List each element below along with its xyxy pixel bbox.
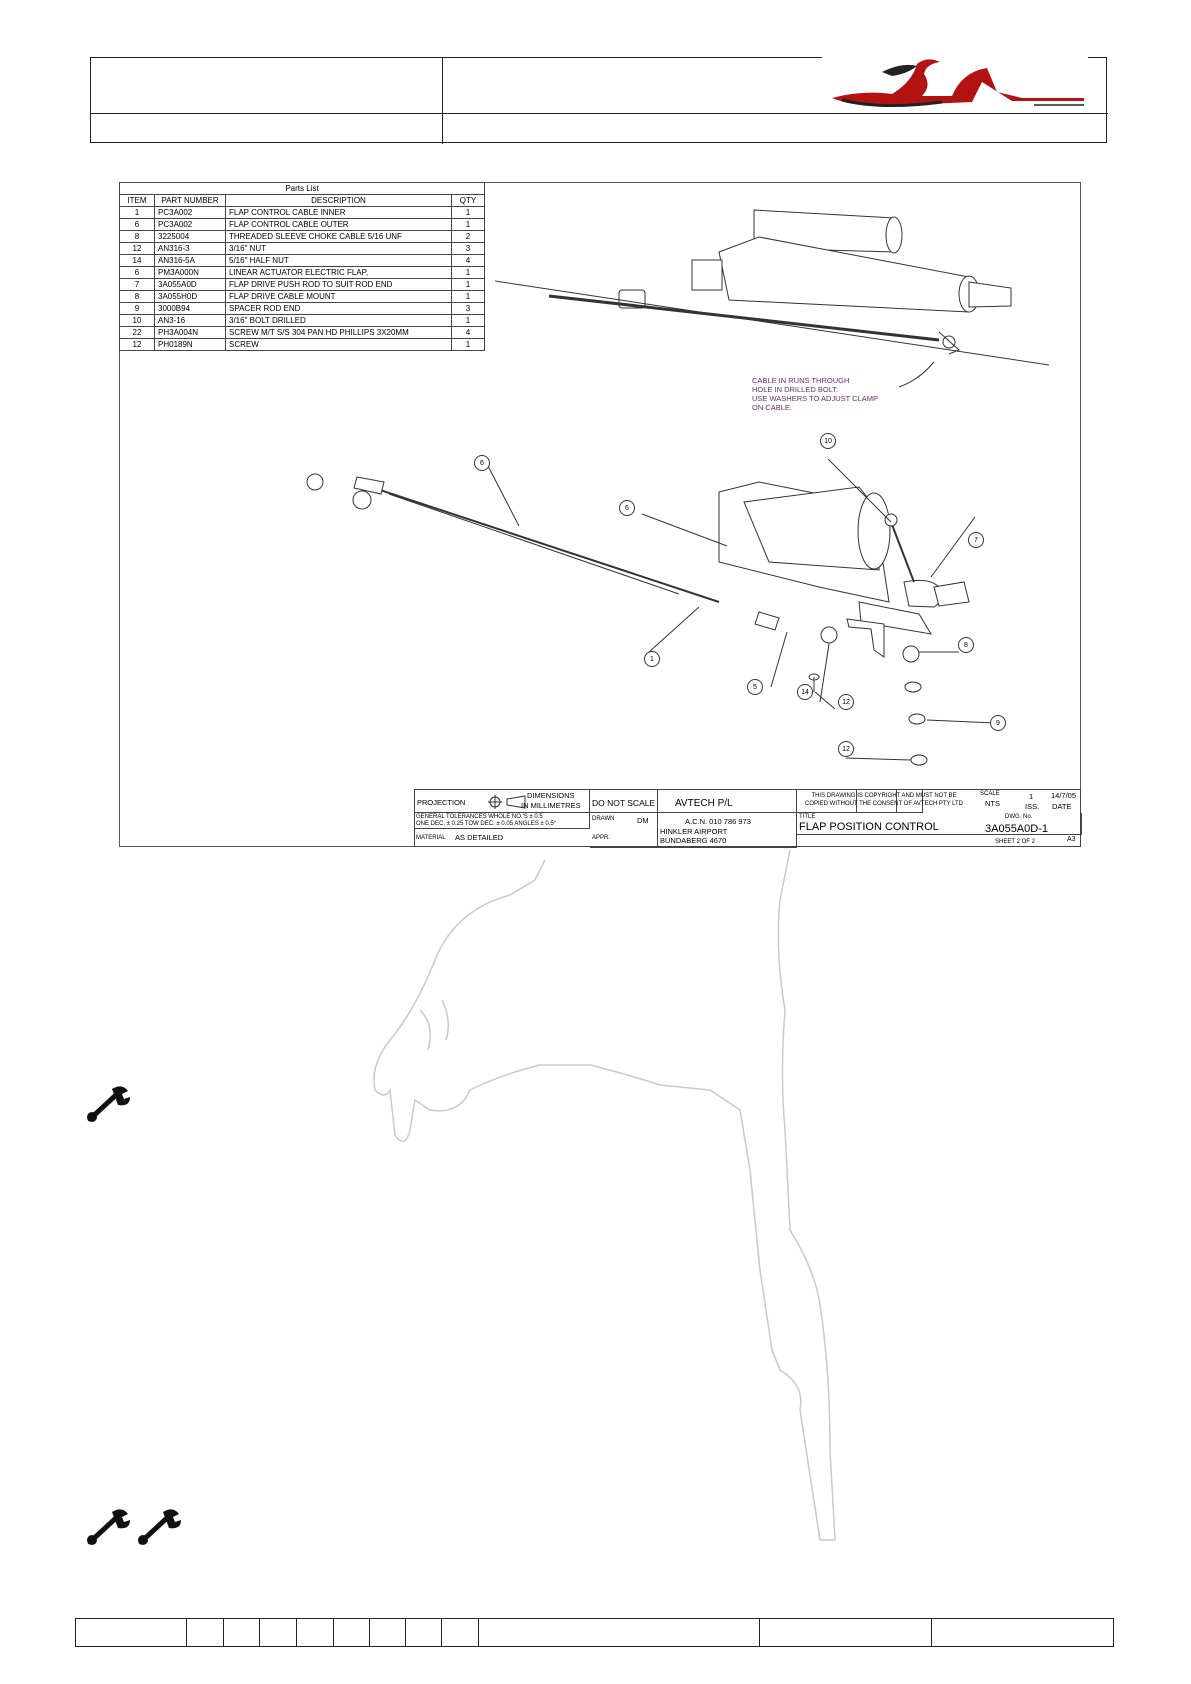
do-not-scale-label: DO NOT SCALE [592, 798, 656, 808]
parts-cell: 6 [120, 267, 155, 279]
parts-cell: 14 [120, 255, 155, 267]
parts-cell: SCREW [226, 339, 452, 351]
company-address-1: HINKLER AIRPORT [660, 827, 728, 836]
bird-watermark [360, 850, 860, 1550]
parts-cell: 2 [452, 231, 485, 243]
callout: 9 [990, 715, 1006, 731]
parts-cell: 9 [120, 303, 155, 315]
parts-cell: 1 [452, 291, 485, 303]
parts-list-title: Parts List [120, 183, 485, 195]
company-acn: A.C.N. 010 786 973 [685, 817, 751, 826]
parts-cell: 3/16" BOLT DRILLED [226, 315, 452, 327]
scale-label: SCALE [980, 791, 1000, 797]
parts-cell: AN3-16 [155, 315, 226, 327]
title-label: TITLE [799, 814, 816, 820]
parts-cell: 3A055A0D [155, 279, 226, 291]
parts-cell: 3225004 [155, 231, 226, 243]
parts-cell: 3A055H0D [155, 291, 226, 303]
title-block [414, 789, 1081, 847]
company-address-2: BUNDABERG 4670 [660, 836, 727, 845]
parts-cell: AN316-5A [155, 255, 226, 267]
material-value: AS DETAILED [455, 833, 504, 842]
projection-label: PROJECTION [417, 798, 466, 807]
callout: 6 [619, 500, 635, 516]
parts-cell: THREADED SLEEVE CHOKE CABLE 5/16 UNF [226, 231, 452, 243]
callout: 5 [747, 679, 763, 695]
dwg-no-label: DWG. No. [1005, 814, 1033, 820]
col-header: DESCRIPTION [226, 195, 452, 207]
logo [822, 52, 1088, 112]
parts-cell: PM3A000N [155, 267, 226, 279]
parts-cell: FLAP CONTROL CABLE INNER [226, 207, 452, 219]
callout: 12 [838, 694, 854, 710]
parts-cell: LINEAR ACTUATOR ELECTRIC FLAP, [226, 267, 452, 279]
callout: 1 [644, 651, 660, 667]
parts-cell: 1 [452, 267, 485, 279]
drawn-label: DRAWN [592, 816, 615, 822]
assembly-drawing [119, 182, 1081, 847]
callout: 14 [797, 684, 813, 700]
appr-label: APPR. [592, 835, 611, 841]
date-value: 14/7/05 [1051, 791, 1077, 800]
parts-cell: 4 [452, 327, 485, 339]
col-header: PART NUMBER [155, 195, 226, 207]
callout: 12 [838, 741, 854, 757]
parts-cell: 22 [120, 327, 155, 339]
copyright-notice: THIS DRAWING IS COPYRIGHT AND MUST NOT BE COPIED WITHOUT THE CONSENT OF AVTECH PTY LTD [805, 793, 964, 807]
callout: 10 [820, 433, 836, 449]
parts-cell: 1 [120, 207, 155, 219]
callout: 6 [474, 455, 490, 471]
issue-label: ISS. [1025, 802, 1040, 811]
parts-cell: 1 [452, 219, 485, 231]
parts-cell: 1 [452, 279, 485, 291]
drawing-number: 3A055A0D-1 [985, 823, 1048, 835]
parts-cell: FLAP DRIVE CABLE MOUNT [226, 291, 452, 303]
wrench-icon [86, 1085, 136, 1125]
drawn-by: DM [637, 816, 649, 825]
drawing-title: FLAP POSITION CONTROL [799, 821, 939, 833]
parts-cell: SPACER ROD END [226, 303, 452, 315]
parts-cell: FLAP DRIVE PUSH ROD TO SUIT ROD END [226, 279, 452, 291]
callout: 7 [968, 532, 984, 548]
parts-cell: 3000B94 [155, 303, 226, 315]
date-label: DATE [1052, 802, 1072, 811]
material-label: MATERIAL [416, 835, 446, 841]
col-header: ITEM [120, 195, 155, 207]
parts-cell: 3 [452, 303, 485, 315]
parts-cell: PC3A002 [155, 207, 226, 219]
parts-cell: 1 [452, 207, 485, 219]
col-header: QTY [452, 195, 485, 207]
parts-cell: 4 [452, 255, 485, 267]
callout: 8 [958, 637, 974, 653]
parts-cell: SCREW M/T S/S 304 PAN HD PHILLIPS 3X20MM [226, 327, 452, 339]
parts-cell: 12 [120, 243, 155, 255]
parts-cell: PC3A002 [155, 219, 226, 231]
parts-cell: 10 [120, 315, 155, 327]
parts-cell: 1 [452, 339, 485, 351]
parts-cell: 5/16" HALF NUT [226, 255, 452, 267]
scale-value: NTS [985, 799, 1000, 808]
dimensions-label: DIMENSIONS IN MILLIMETRES [521, 791, 581, 810]
footer-box [75, 1618, 1114, 1647]
issue-number: 1 [1029, 792, 1034, 801]
parts-cell: FLAP CONTROL CABLE OUTER [226, 219, 452, 231]
assembly-note: CABLE IN RUNS THROUGH HOLE IN DRILLED BOLT. USE WASHERS TO ADJUST CLAMP ON CABLE. [752, 376, 879, 412]
parts-cell: 12 [120, 339, 155, 351]
parts-cell: 1 [452, 315, 485, 327]
parts-cell: 3 [452, 243, 485, 255]
sheet-info: SHEET 2 OF 2 [995, 839, 1035, 845]
sheet-size: A3 [1067, 836, 1076, 843]
parts-cell: AN316-3 [155, 243, 226, 255]
wrench-icon [86, 1508, 136, 1548]
parts-cell: 7 [120, 279, 155, 291]
parts-cell: PH0189N [155, 339, 226, 351]
parts-cell: 8 [120, 231, 155, 243]
parts-cell: PH3A004N [155, 327, 226, 339]
parts-cell: 6 [120, 219, 155, 231]
tolerances: GENERAL TOLERANCES WHOLE NO.'S ± 0.5 ONE DEC. ± 0.25 TOW DEC. ± 0.05 ANGLES ± 0.5° [416, 814, 557, 827]
parts-cell: 8 [120, 291, 155, 303]
parts-cell: 3/16" NUT [226, 243, 452, 255]
company-name: AVTECH P/L [675, 798, 733, 809]
wrench-icon [137, 1508, 187, 1548]
